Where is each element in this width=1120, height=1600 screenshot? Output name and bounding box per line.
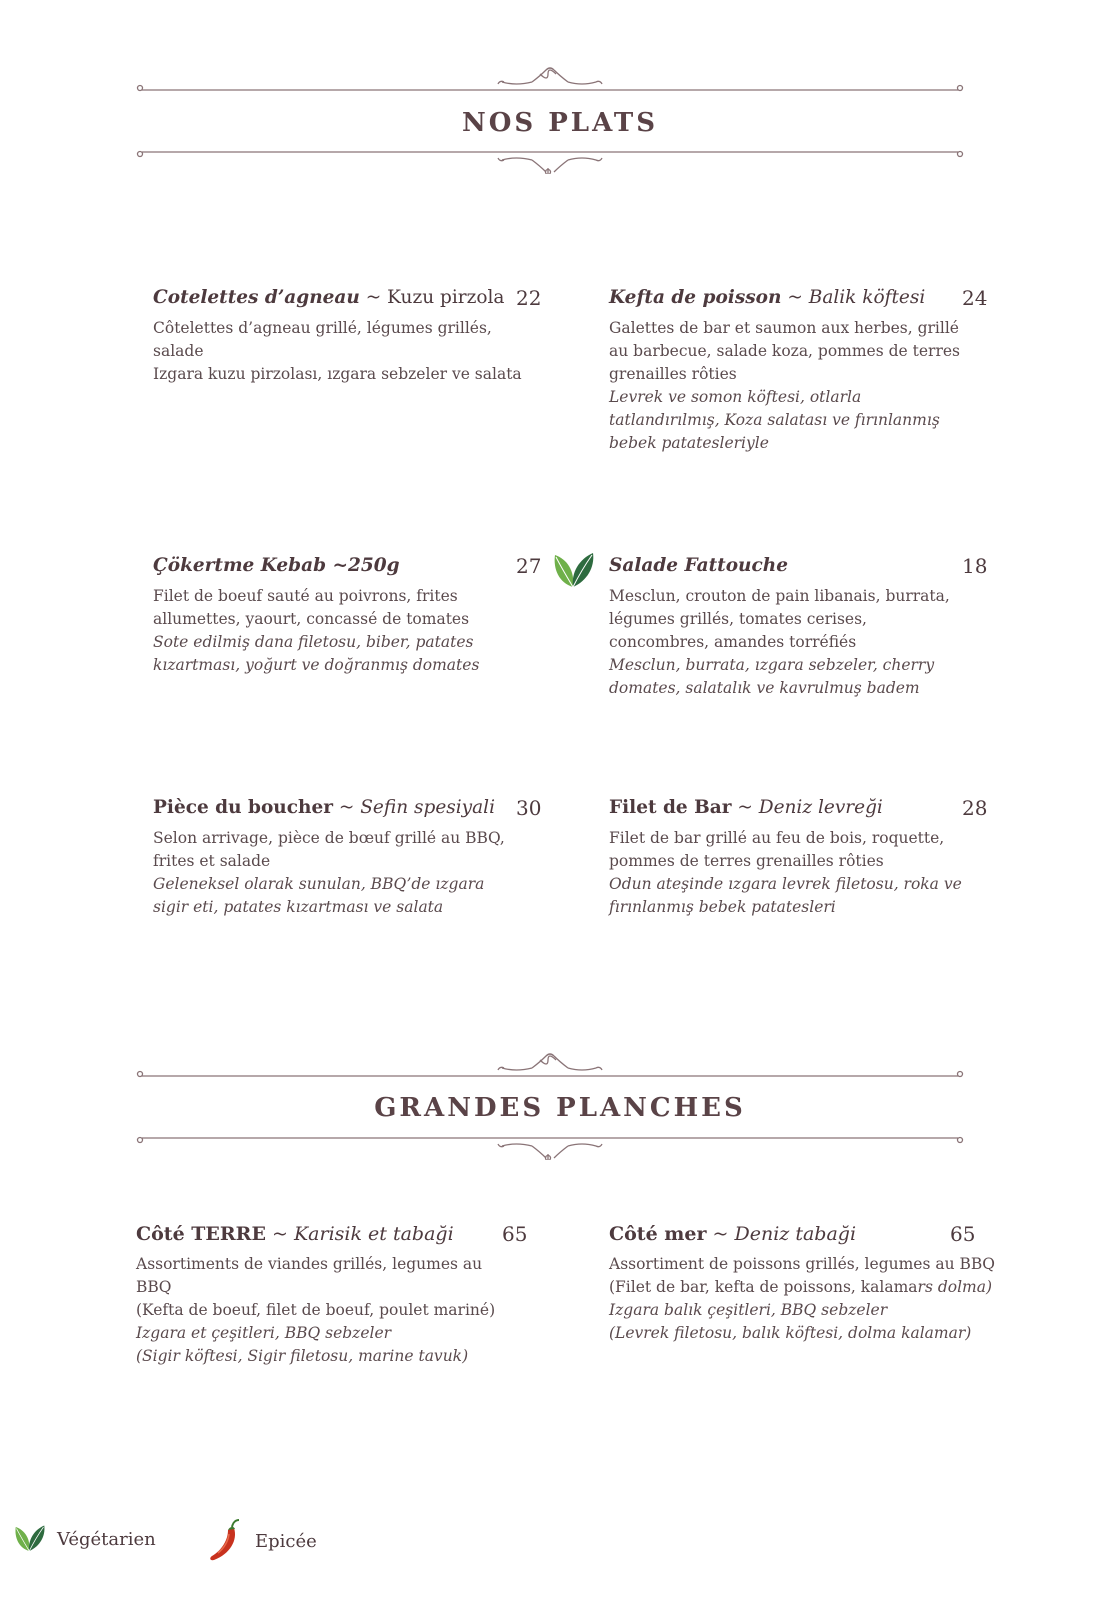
dish-description	[609, 1253, 1009, 1345]
dish-name-fr: Côté TERRE	[136, 1223, 266, 1245]
dish-name-tr: Karisik et tabaği	[293, 1223, 454, 1245]
vegetarian-leaf-icon	[14, 1524, 46, 1554]
dish-description-tr-detail: (Sigir köftesi, Sigir filetosu, marine tavuk)	[136, 1347, 469, 1365]
dish-description-tr: Geleneksel olarak sunulan, BBQ’de ızgara sigir eti, patates kızartması ve salata	[153, 875, 485, 916]
dish-description-fr: Filet de boeuf sauté au poivrons, frites allumettes, yaourt, concassé de tomates	[153, 587, 470, 628]
dish-separator: ~	[706, 1223, 735, 1245]
dish-item	[153, 553, 503, 677]
dish-price: 65	[502, 1222, 528, 1246]
dish-name-fr: Salade Fattouche	[609, 555, 788, 576]
dish-description	[136, 1253, 516, 1368]
planche-item	[136, 1221, 516, 1368]
chili-pepper-icon	[208, 1518, 244, 1562]
dish-description-fr: Assortiment de poissons grillés, legumes au BBQ	[609, 1255, 995, 1273]
dish-item	[153, 795, 513, 919]
dish-description-tr: Sote edilmiş dana filetosu, biber, patates kızartması, yoğurt ve doğranmış domates	[153, 633, 480, 674]
dish-price: 18	[962, 554, 988, 578]
dish-description-tr: Izgara et çeşitleri, BBQ sebzeler	[136, 1324, 392, 1342]
dish-name-tr: Deniz tabaği	[734, 1223, 857, 1245]
dish-description	[609, 827, 969, 919]
dish-separator: ~	[332, 797, 361, 818]
dish-name	[136, 1221, 516, 1247]
dish-name-fr: Çökertme Kebab ~250g	[153, 555, 400, 576]
dish-description-tr: Levrek ve somon köftesi, otlarla tatlandırılmış, Koza salatası ve fırınlanmış bebek patatesleriyle	[609, 388, 940, 452]
dish-item	[609, 795, 969, 919]
dish-description-fr: Mesclun, crouton de pain libanais, burrata, légumes grillés, tomates cerises, concombres, amandes torréfiés	[609, 587, 950, 651]
dish-name	[609, 1221, 1009, 1247]
section-title-nos-plats: NOS PLATS	[462, 108, 658, 138]
legend-spicy-label: Epicée	[255, 1531, 317, 1552]
dish-name	[153, 285, 533, 311]
legend-vegetarian-label: Végétarien	[57, 1529, 156, 1550]
dish-separator: ~	[731, 797, 759, 818]
dish-name-tr: Deniz levreği	[758, 797, 883, 818]
dish-separator: ~	[359, 287, 388, 308]
dish-price: 28	[962, 796, 988, 820]
dish-description-fr: Assortiments de viandes grillés, legumes au BBQ	[136, 1255, 483, 1296]
vegetarian-leaf-icon	[553, 551, 595, 591]
dish-description-tr: Izgara balık çeşitleri, BBQ sebzeler	[609, 1301, 888, 1319]
dish-description-fr: Filet de bar grillé au feu de bois, roquette, pommes de terres grenailles rôties	[609, 829, 945, 870]
dish-name-fr: Cotelettes d’agneau	[153, 287, 360, 308]
dish-price: 27	[516, 554, 542, 578]
dish-description-fr: Galettes de bar et saumon aux herbes, grillé au barbecue, salade koza, pommes de terres grenailles rôties	[609, 319, 960, 383]
section-title-grandes-planches: GRANDES PLANCHES	[374, 1093, 746, 1123]
dish-name-fr: Filet de Bar	[609, 797, 732, 818]
dish-name-tr: Balik köftesi	[808, 287, 926, 308]
dish-separator: ~	[781, 287, 809, 308]
dish-item	[153, 285, 533, 386]
dish-description-tr: Izgara kuzu pirzolası, ızgara sebzeler ve salata	[153, 365, 522, 383]
dish-price: 24	[962, 286, 988, 310]
dish-name-fr: Côté mer	[609, 1223, 707, 1245]
dish-description	[609, 317, 969, 455]
dish-description	[153, 827, 513, 919]
dish-description	[153, 317, 533, 386]
dish-separator: ~	[265, 1223, 294, 1245]
dish-price: 65	[950, 1222, 976, 1246]
planche-item	[609, 1221, 1009, 1345]
dish-description-tr-detail: (Levrek filetosu, balık köftesi, dolma kalamar)	[609, 1324, 972, 1342]
dish-description-fr-detail: (Kefta de boeuf, filet de boeuf, poulet mariné)	[136, 1301, 496, 1319]
dish-name	[609, 553, 969, 579]
dish-item	[609, 553, 969, 700]
dish-description-tr: Odun ateşinde ızgara levrek filetosu, roka ve fırınlanmış bebek patatesleri	[609, 875, 962, 916]
dish-name-tr: Kuzu pirzola	[387, 287, 505, 308]
dish-name	[153, 795, 513, 821]
dish-name-fr: Kefta de poisson	[609, 287, 782, 308]
dish-description-fr: Côtelettes d’agneau grillé, légumes grillés, salade	[153, 319, 492, 360]
dish-price: 22	[516, 286, 542, 310]
dish-name	[609, 795, 969, 821]
description-part: rs dolma)	[917, 1278, 993, 1296]
dish-item	[609, 285, 969, 455]
dish-description-fr: Selon arrivage, pièce de bœuf grillé au BBQ, frites et salade	[153, 829, 505, 870]
dish-description	[153, 585, 503, 677]
dish-price: 30	[516, 796, 542, 820]
dish-name	[609, 285, 969, 311]
dish-description-fr-detail	[609, 1276, 1009, 1299]
dish-name-fr: Pièce du boucher	[153, 797, 333, 818]
dish-name-tr: Sefin spesiyali	[360, 797, 496, 818]
description-part: (Filet de bar, kefta de poissons, kalama	[609, 1278, 918, 1296]
dish-name	[153, 553, 503, 579]
dish-description-tr: Mesclun, burrata, ızgara sebzeler, cherry domates, salatalık ve kavrulmuş badem	[609, 656, 935, 697]
dish-description	[609, 585, 969, 700]
